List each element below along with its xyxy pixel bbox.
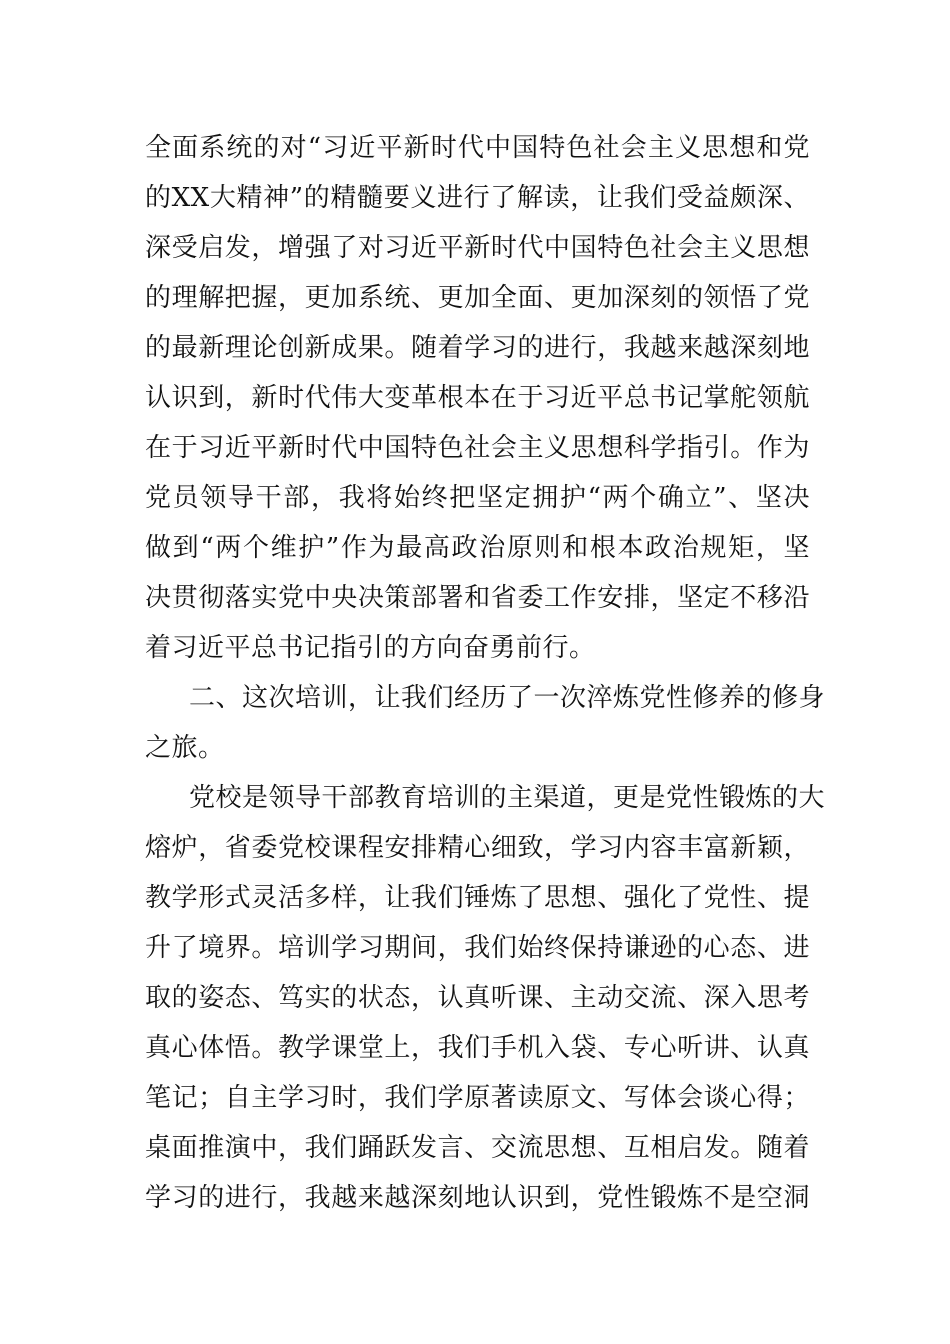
text-line: 做到“两个维护”作为最高政治原则和根本政治规矩，坚 [145,533,810,563]
text-line: 笔记；自主学习时，我们学原著读原文、写体会谈心得； [145,1083,810,1113]
text-line: 熔炉，省委党校课程安排精心细致，学习内容丰富新颖， [145,833,810,863]
paragraph-1 [145,123,810,673]
text-line: 全面系统的对“习近平新时代中国特色社会主义思想和党 [145,133,810,163]
text-line: 学习的进行，我越来越深刻地认识到，党性锻炼不是空洞 [145,1183,810,1213]
text-line: 着习近平总书记指引的方向奋勇前行。 [145,633,596,663]
heading-line: 二、这次培训，让我们经历了一次淬炼党性修养的修身 [189,683,826,713]
document-body [145,123,826,1223]
text-line: 在于习近平新时代中国特色社会主义思想科学指引。作为 [145,433,810,463]
text-line: 真心体悟。教学课堂上，我们手机入袋、专心听讲、认真 [145,1033,810,1063]
text-line: 的理解把握，更加系统、更加全面、更加深刻的领悟了党 [145,283,810,313]
text-line: 升了境界。培训学习期间，我们始终保持谦逊的心态、进 [145,933,810,963]
text-line: 的最新理论创新成果。随着学习的进行，我越来越深刻地 [145,333,810,363]
text-line: 党校是领导干部教育培训的主渠道，更是党性锻炼的大 [189,783,826,813]
text-line: 党员领导干部，我将始终把坚定拥护“两个确立”、坚决 [145,483,810,513]
text-line: 认识到，新时代伟大变革根本在于习近平总书记掌舵领航 [145,383,810,413]
text-line: 的XX大精神”的精髓要义进行了解读，让我们受益颇深、 [145,183,810,213]
section-heading-2 [145,673,826,773]
text-line: 深受启发，增强了对习近平新时代中国特色社会主义思想 [145,233,810,263]
paragraph-2 [145,773,826,1223]
text-line: 取的姿态、笃实的状态，认真听课、主动交流、深入思考 [145,983,810,1013]
heading-line: 之旅。 [145,733,225,763]
text-line: 桌面推演中，我们踊跃发言、交流思想、互相启发。随着 [145,1133,810,1163]
text-line: 决贯彻落实党中央决策部署和省委工作安排，坚定不移沿 [145,583,810,613]
text-line: 教学形式灵活多样，让我们锤炼了思想、强化了党性、提 [145,883,810,913]
